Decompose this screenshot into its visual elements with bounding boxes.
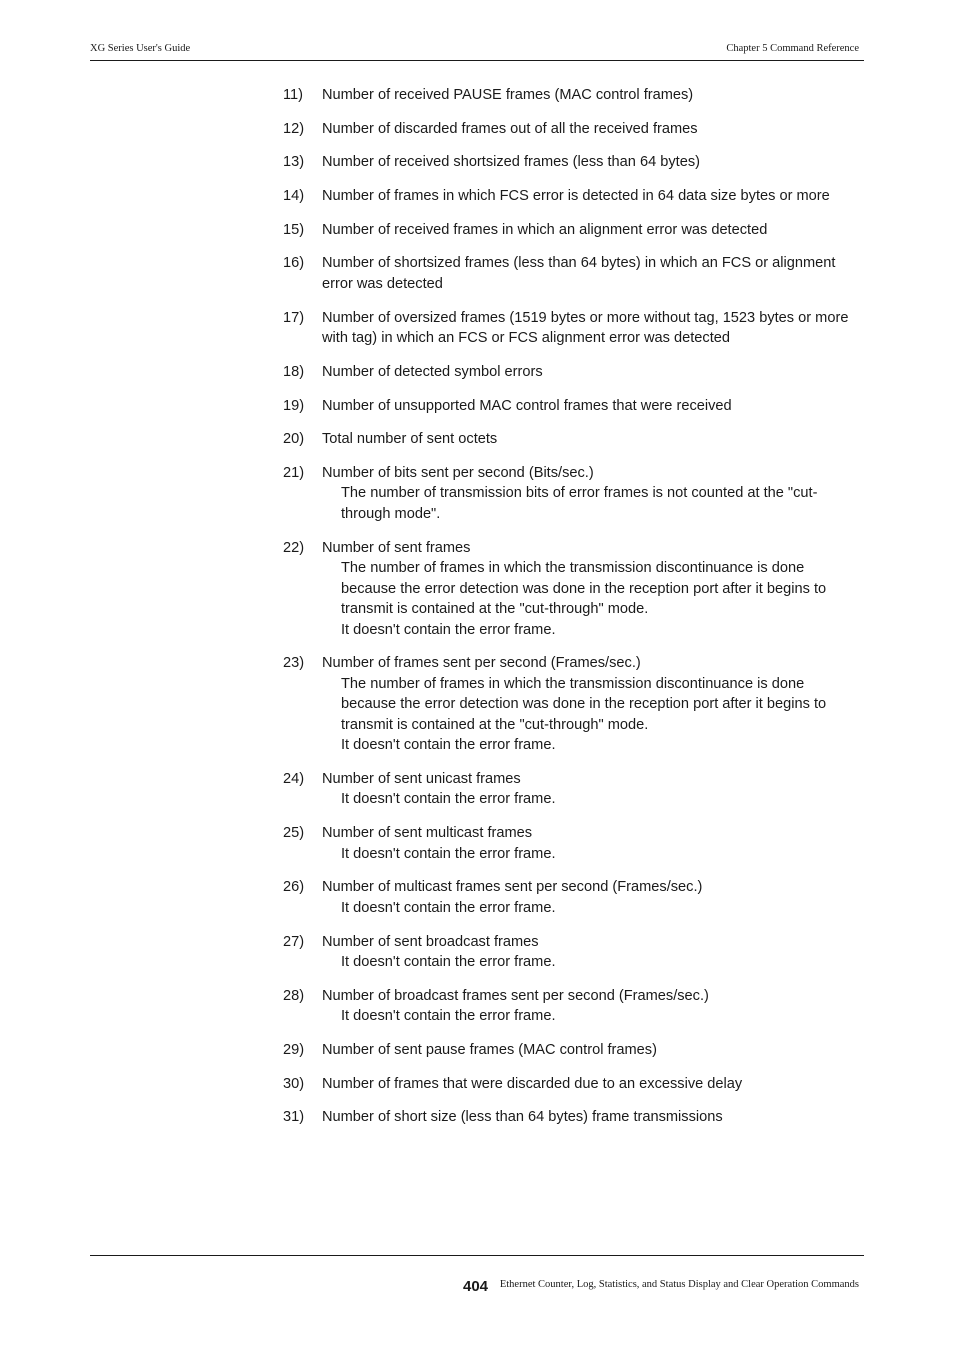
list-item-number: 12) (283, 120, 305, 137)
list-item (283, 823, 863, 864)
list-item (283, 769, 863, 810)
list-item-note: The number of frames in which the transmission discontinuance is done because the error detection was done in the reception port after it begins to transmit is contained at the "cut-through" mode. (341, 560, 827, 618)
list-item-text: Total number of sent octets (322, 431, 498, 448)
list-item-text: Number of shortsized frames (less than 64 bytes) in which an FCS or alignment error was detected (322, 255, 836, 292)
list-item-text: Number of broadcast frames sent per second (Frames/sec.) (322, 987, 709, 1004)
page-number: 404 (463, 1278, 489, 1295)
list-item-number: 21) (283, 464, 305, 481)
list-item (283, 119, 863, 140)
numbered-list (283, 85, 863, 1128)
list-item-number: 29) (283, 1041, 305, 1058)
list-item-note: It doesn't contain the error frame. (341, 899, 556, 916)
list-item-text: Number of sent broadcast frames (322, 933, 539, 950)
list-item-note: The number of transmission bits of error frames is not counted at the "cut-through mode". (341, 485, 818, 522)
list-item-text: Number of frames in which FCS error is detected in 64 data size bytes or more (322, 188, 830, 205)
list-item-text: Number of oversized frames (1519 bytes or more without tag, 1523 bytes or more with tag) in which an FCS or FCS alignment error was detected (322, 309, 849, 347)
list-item-number: 30) (283, 1075, 305, 1092)
list-item (283, 396, 863, 417)
list-item (283, 1040, 863, 1061)
list-item (283, 986, 863, 1027)
list-item (283, 362, 863, 383)
list-item-number: 31) (283, 1109, 305, 1126)
list-item-note: It doesn't contain the error frame. (341, 791, 556, 808)
list-item-note: It doesn't contain the error frame. (341, 737, 556, 754)
list-item-number: 24) (283, 770, 305, 787)
footer-divider (90, 1255, 864, 1256)
list-item-text: Number of bits sent per second (Bits/sec.) (322, 464, 594, 481)
header-divider (90, 60, 864, 61)
list-item-number: 11) (283, 87, 304, 103)
list-item-number: 25) (283, 825, 305, 842)
list-item (283, 1107, 863, 1128)
list-item-note: It doesn't contain the error frame. (341, 621, 556, 638)
list-item-note: It doesn't contain the error frame. (341, 845, 556, 862)
running-header-left: XG Series User's Guide (90, 43, 191, 54)
list-item-number: 14) (283, 188, 305, 205)
list-item-number: 28) (283, 987, 305, 1004)
list-item-number: 18) (283, 363, 305, 380)
list-item (283, 253, 863, 294)
list-item-text: Number of sent pause frames (MAC control frames) (322, 1041, 657, 1058)
list-item (283, 220, 863, 241)
list-item (283, 877, 863, 918)
list-item-number: 15) (283, 221, 305, 238)
list-item-text: Number of received shortsized frames (less than 64 bytes) (322, 154, 700, 171)
list-item-number: 20) (283, 431, 305, 448)
list-item-text: Number of frames that were discarded due to an excessive delay (322, 1075, 743, 1092)
list-item (283, 653, 863, 756)
list-item (283, 463, 863, 525)
list-item (283, 186, 863, 207)
list-item-number: 13) (283, 154, 305, 171)
list-item-text: Number of sent unicast frames (322, 770, 521, 787)
list-item (283, 429, 863, 450)
list-item-text: Number of sent multicast frames (322, 825, 533, 842)
list-item-text: Number of detected symbol errors (322, 363, 543, 380)
list-item-text: Number of sent frames (322, 539, 471, 556)
list-item (283, 152, 863, 173)
list-item-text: Number of received frames in which an alignment error was detected (322, 221, 768, 238)
list-item-number: 16) (283, 255, 305, 272)
list-item-text: Number of discarded frames out of all the received frames (322, 120, 698, 137)
list-item-number: 22) (283, 539, 305, 556)
footer-section-title: Ethernet Counter, Log, Statistics, and Status Display and Clear Operation Commands (499, 1279, 859, 1290)
list-item-text: Number of short size (less than 64 bytes) frame transmissions (322, 1109, 723, 1126)
list-item (283, 538, 863, 641)
list-item-text: Number of received PAUSE frames (MAC control frames) (322, 87, 694, 103)
list-item-note: It doesn't contain the error frame. (341, 954, 556, 970)
list-item-number: 27) (283, 933, 305, 950)
list-item-text: Number of multicast frames sent per second (Frames/sec.) (322, 879, 703, 896)
list-item-number: 26) (283, 879, 305, 896)
list-item-text: Number of frames sent per second (Frames/sec.) (322, 655, 641, 672)
running-header-right: Chapter 5 Command Reference (726, 43, 859, 54)
list-item (283, 85, 863, 106)
list-item-number: 23) (283, 655, 305, 672)
list-item (283, 1074, 863, 1095)
list-item-note: It doesn't contain the error frame. (341, 1008, 556, 1025)
list-item (283, 932, 863, 973)
list-item (283, 308, 863, 349)
list-item-number: 19) (283, 397, 305, 414)
list-item-number: 17) (283, 309, 305, 326)
list-item-note: The number of frames in which the transmission discontinuance is done because the error detection was done in the reception port after it begins to transmit is contained at the "cut-through" mode. (341, 675, 827, 733)
list-item-text: Number of unsupported MAC control frames that were received (322, 397, 732, 414)
